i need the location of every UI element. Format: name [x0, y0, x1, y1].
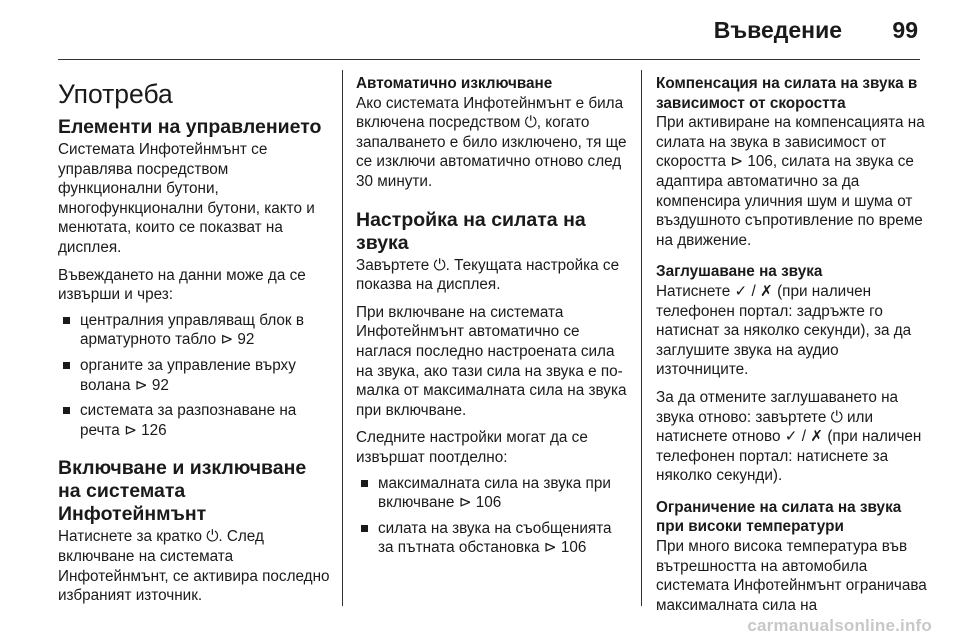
column-2: [356, 74, 630, 564]
header-title: Въведение: [713, 17, 842, 43]
list-item: [356, 519, 630, 558]
paragraph: Системата Инфотейнмънт се управлява посредством функционални бутони, многофункционални бутони, както и менютата, които се показват на дисплея.: [58, 141, 315, 256]
list-item-text: максималната сила на звука при включване ⊳ 106: [378, 474, 611, 512]
subheading-mute: Заглушаване на звука: [656, 263, 823, 281]
bullet-square-icon: [361, 525, 368, 532]
subheading-speed-compensation: Компенсация на силата на звука в зависимост от скоростта: [656, 75, 918, 112]
paragraph: При активиране на компенсацията на силата на звука в зависимост от скоростта ⊳ 106, силата на звука се адаптира автоматично за да компенсира уличния шум и шума от въздушното съпротивление по време на движение.: [656, 114, 925, 249]
column-3: [656, 74, 932, 615]
paragraph: При много висока температура във вътрешността на автомобила системата Инфотейнмънт ограничава максималната сила на: [656, 538, 927, 614]
subheading-auto-off: Автоматично изключване: [356, 75, 553, 92]
column-divider-2: [641, 70, 642, 606]
list-item: [356, 474, 630, 513]
column-1: [58, 74, 333, 606]
list-item-text: силата на звука на съобщенията за пътната обстановка ⊳ 106: [378, 519, 612, 557]
bullet-square-icon: [63, 362, 70, 369]
bullet-list: [58, 311, 333, 441]
paragraph: При включване на системата Инфотейнмънт автоматично се наглася последно настроената сила на звука, ако тази сила на звука е по-малка от максималната сила на звука при включване.: [356, 303, 627, 419]
list-item-text: централния управляващ блок в арматурното табло ⊳ 92: [80, 311, 304, 349]
paragraph: Натиснете за кратко ⏻. След включване на системата Инфотейнмънт, се активира последно избраният източник.: [58, 528, 330, 605]
list-item-text: органите за управление върху волана ⊳ 92: [80, 356, 296, 394]
watermark: carmanualsonline.info: [747, 616, 932, 635]
column-divider-1: [342, 70, 343, 606]
paragraph: Ако системата Инфотейнмънт е била включена посредством ⏻, когато запалването е било изключено, тя ще се изключи автоматично отново след 30 минути.: [356, 94, 627, 190]
paragraph: Въвеждането на данни може да се извърши и чрез:: [58, 266, 306, 304]
page-number: 99: [892, 17, 918, 43]
list-item: [58, 311, 333, 350]
section-heading-power: Включване и изключване на системата Инфотейнмънт: [58, 457, 307, 526]
section-heading-volume: Настройка на силата на звука: [356, 208, 586, 254]
paragraph: Завъртете ⏻. Текущата настройка се показва на дисплея.: [356, 256, 620, 294]
paragraph: За да отмените заглушаването на звука отново: завъртете ⏻ или натиснете отново ✓ / ✗ (при наличен телефонен портал: натиснете за няколко секунди).: [656, 388, 922, 485]
header-divider: [58, 59, 920, 60]
subheading-temperature-limit: Ограничение на силата на звука при високи температури: [656, 498, 902, 536]
bullet-square-icon: [361, 480, 368, 487]
bullet-square-icon: [63, 407, 70, 414]
chapter-heading: Употреба: [58, 79, 173, 109]
list-item: [58, 401, 333, 440]
section-heading-controls: Елементи на управлението: [58, 116, 322, 138]
bullet-list: [356, 474, 630, 558]
page-header: [0, 0, 960, 62]
paragraph: Следните настройки могат да се извършат поотделно:: [356, 429, 588, 466]
list-item: [58, 356, 333, 395]
bullet-square-icon: [63, 317, 70, 324]
list-item-text: системата за разпознаване на речта ⊳ 126: [80, 402, 297, 439]
paragraph: Натиснете ✓ / ✗ (при наличен телефонен портал: задръжте го натиснат за няколко секунди), за да заглушите звука на аудио източниците.: [656, 282, 912, 379]
